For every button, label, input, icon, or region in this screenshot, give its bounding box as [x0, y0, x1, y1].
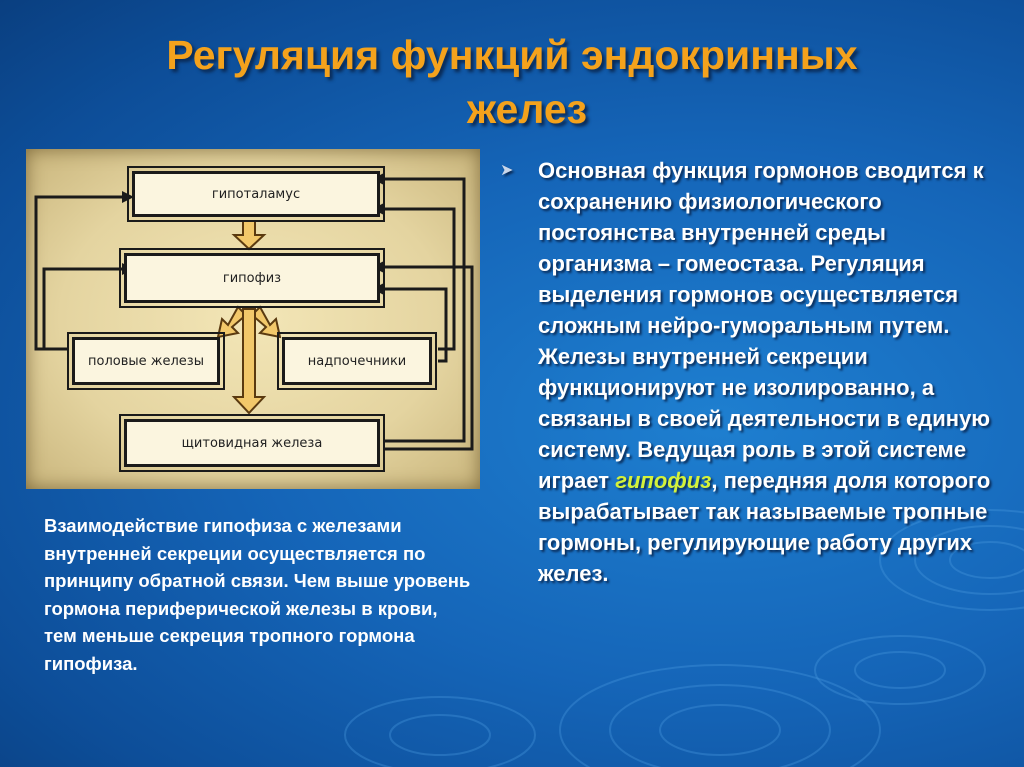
gonads-label: половые железы [88, 353, 204, 369]
hypothalamus-label: гипоталамус [211, 186, 301, 202]
highlight-term: гипофиз [615, 468, 712, 493]
thyroid-label: щитовидная железа [181, 435, 323, 451]
hypothalamus-box [132, 171, 380, 217]
slide-title [0, 28, 1024, 136]
gonads-box [72, 337, 220, 385]
feedback-diagram [26, 149, 480, 489]
main-text-part1: Основная функция гормонов сводится к сохранению физиологического постоянства внутренней среды организма – гомеостаза. Регуляция выделения гормонов осуществляется сложным нейро-гуморальным путем. Железы внутренней секреции функционируют не изолированно, а связаны в своей деятельности в единую систему. Ведущая роль в этой системе играет [538, 158, 991, 493]
arrow-bullet-icon: ➤ [500, 162, 514, 179]
main-text-part2: , передняя доля которого вырабатывает так называемые тропные гормоны, регулирующие работу других желез. [538, 468, 991, 586]
slide-title-line2: желез [466, 86, 588, 132]
diagram-caption: Взаимодействие гипофиза с железами внутренней секреции осуществляется по принципу обратной связи. Чем выше уровень гормона периферической железы в крови, тем меньше секреция тропного гормона гипофиза. [44, 515, 471, 674]
main-paragraph [538, 155, 1005, 589]
adrenals-box [282, 337, 432, 385]
pituitary-box [124, 253, 380, 303]
main-text-block [500, 155, 1005, 589]
slide-title-line1: Регуляция функций эндокринных [166, 32, 858, 78]
thyroid-box [124, 419, 380, 467]
adrenals-label: надпочечники [307, 353, 407, 369]
pituitary-label: гипофиз [222, 270, 282, 286]
